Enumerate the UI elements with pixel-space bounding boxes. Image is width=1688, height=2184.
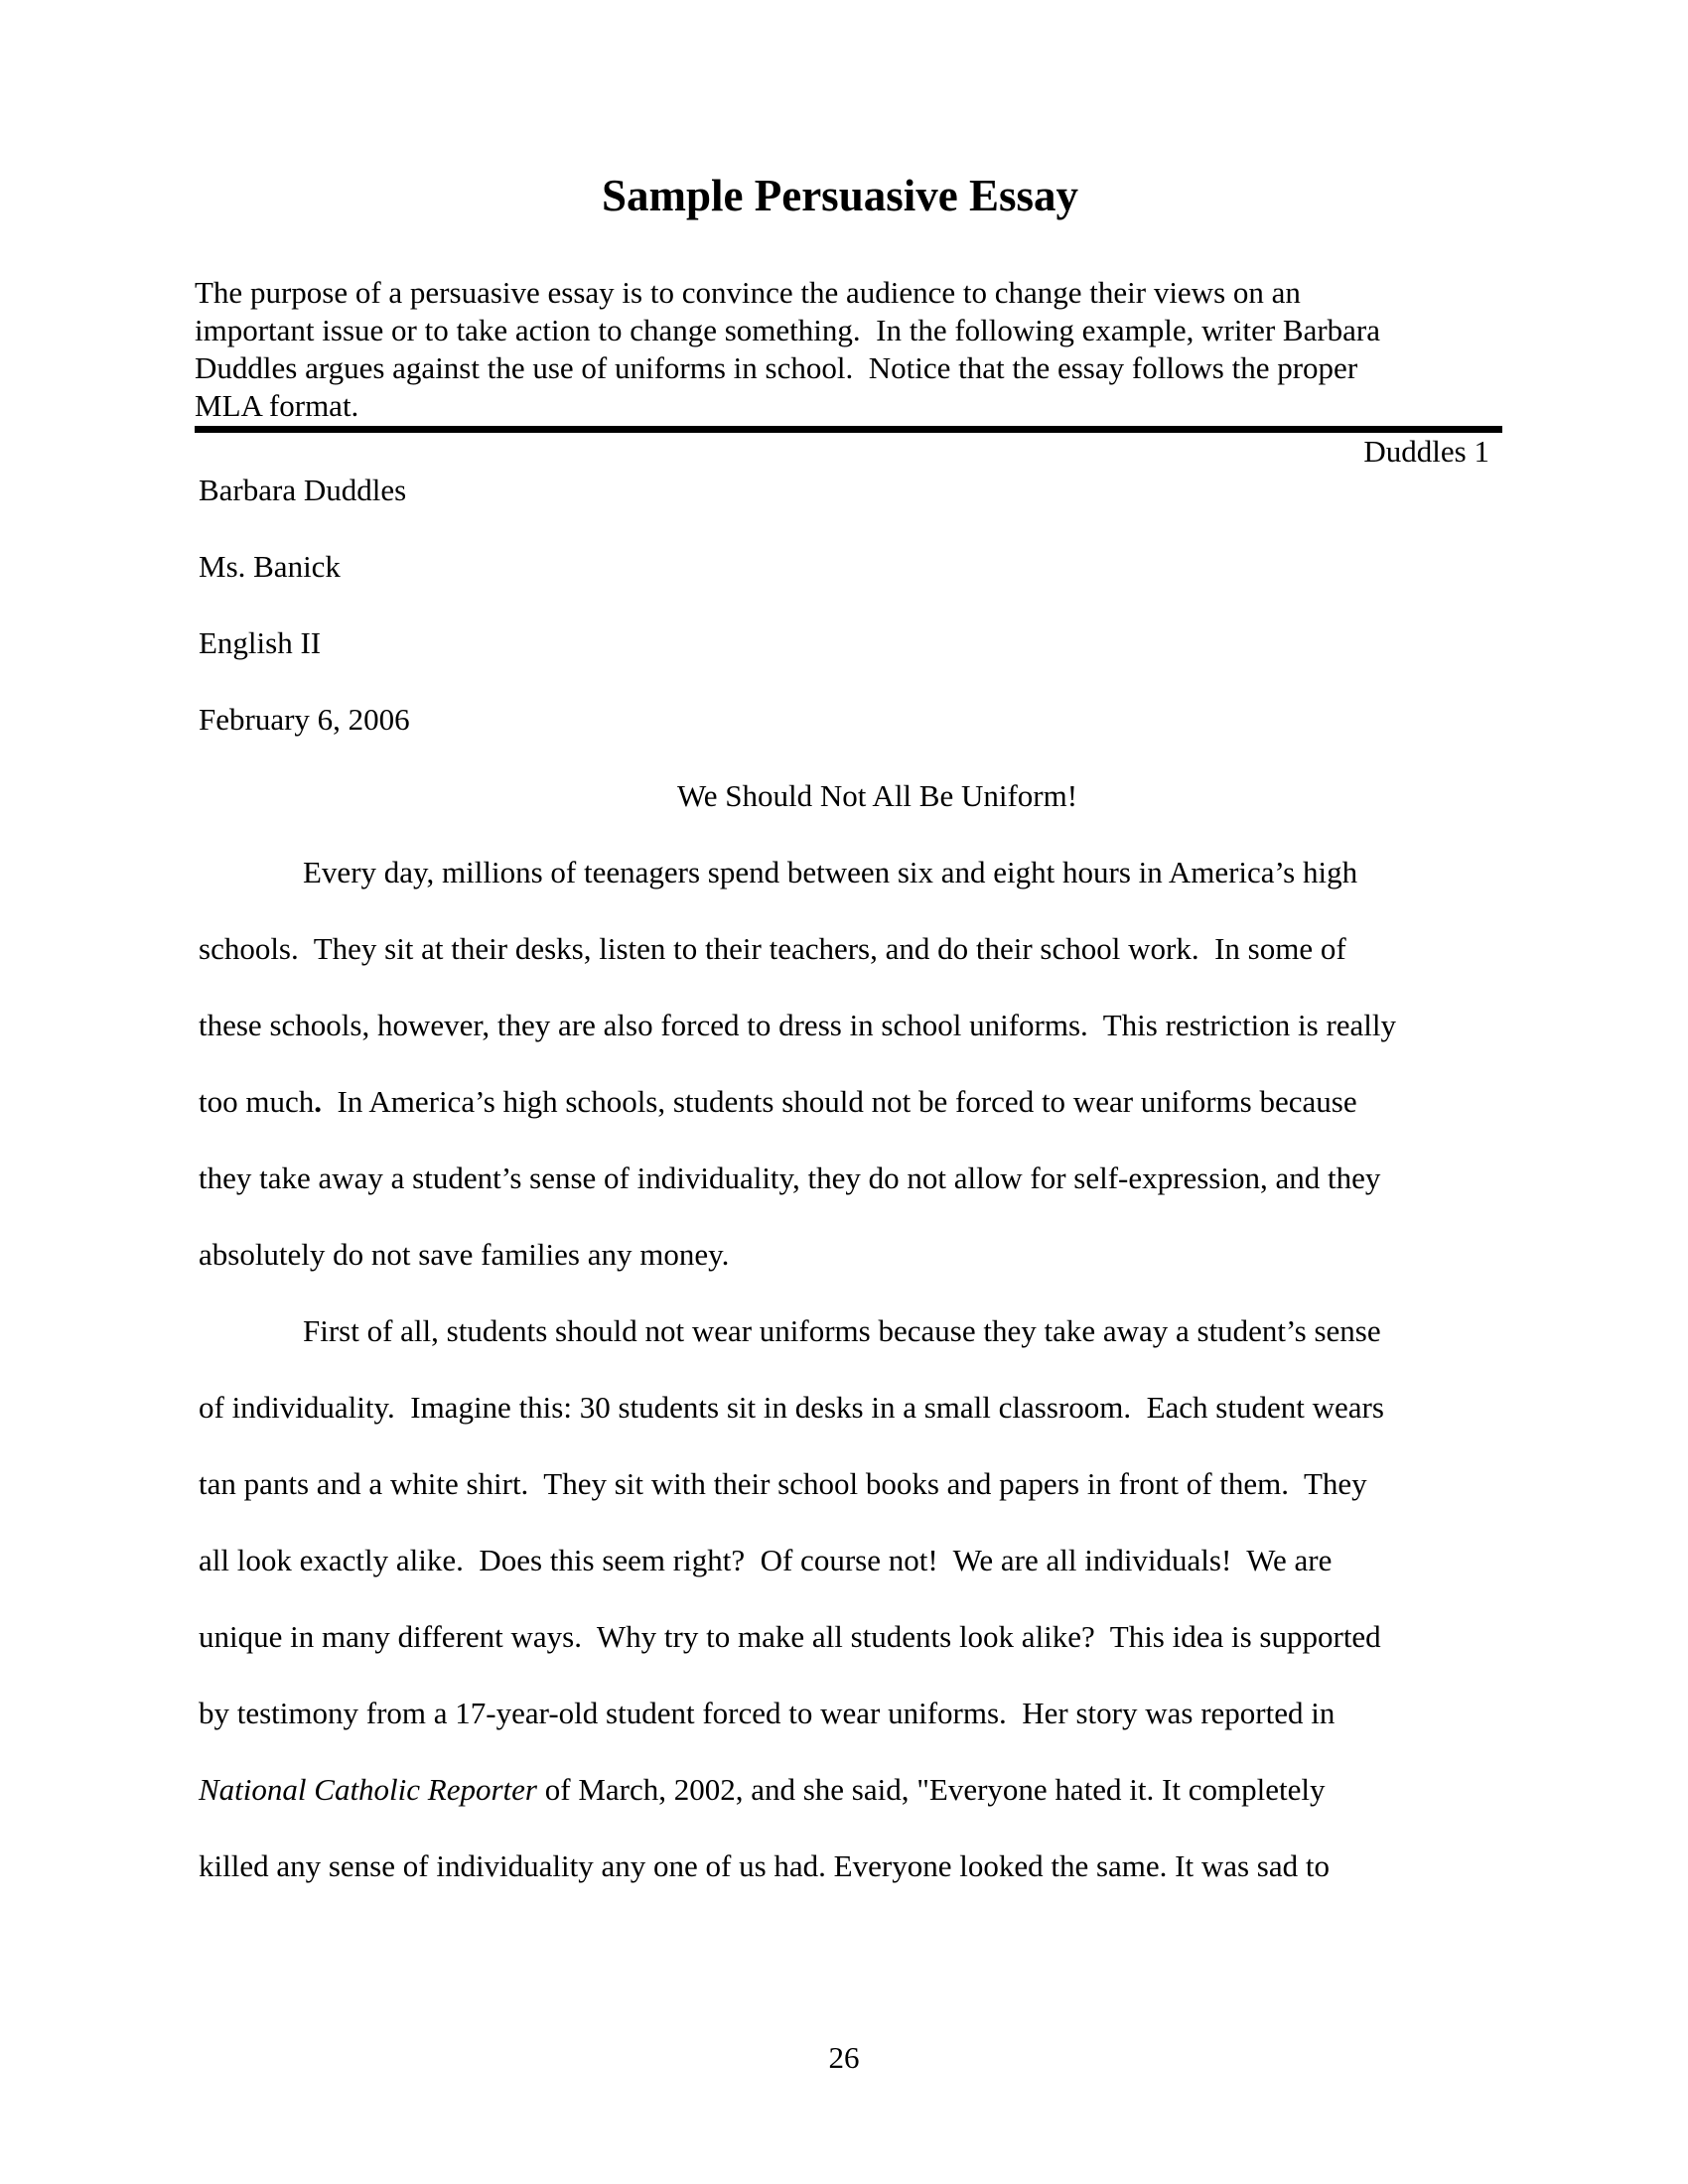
- essay-date: February 6, 2006: [199, 702, 410, 737]
- essay-line: by testimony from a 17-year-old student forced to wear uniforms. Her story was reported in: [199, 1696, 1336, 1730]
- essay-line: [199, 1751, 1509, 1828]
- intro-line: The purpose of a persuasive essay is to convince the audience to change their views on an: [195, 275, 1301, 310]
- essay-line-text: of March, 2002, and she said, "Everyone hated it. It completely: [537, 1772, 1326, 1807]
- running-head: Duddles 1: [1363, 434, 1489, 469]
- intro-line: important issue or to take action to change something. In the following example, writer Barbara: [195, 313, 1381, 347]
- journal-title: National Catholic Reporter: [199, 1772, 537, 1807]
- document-title: Sample Persuasive Essay: [601, 171, 1078, 220]
- essay-line: Every day, millions of teenagers spend between six and eight hours in America’s high: [303, 855, 1358, 889]
- essay-line: these schools, however, they are also forced to dress in school uniforms. This restriction is really: [199, 1008, 1397, 1042]
- essay-line: killed any sense of individuality any one of us had. Everyone looked the same. It was sad to: [199, 1848, 1330, 1883]
- horizontal-rule: [195, 426, 1502, 433]
- essay-line: [199, 1063, 1509, 1140]
- essay-line: of individuality. Imagine this: 30 students sit in desks in a small classroom. Each student wears: [199, 1390, 1384, 1425]
- intro-line: MLA format.: [195, 388, 359, 423]
- essay-line-text: In America’s high schools, students should not be forced to wear uniforms because: [322, 1084, 1357, 1119]
- student-name: Barbara Duddles: [199, 473, 407, 507]
- essay-line: unique in many different ways. Why try to make all students look alike? This idea is supported: [199, 1619, 1381, 1654]
- essay-line: First of all, students should not wear uniforms because they take away a student’s sense: [303, 1313, 1381, 1348]
- essay-line: tan pants and a white shirt. They sit with their school books and papers in front of them. They: [199, 1466, 1367, 1501]
- intro-line: Duddles argues against the use of uniforms in school. Notice that the essay follows the proper: [195, 350, 1358, 385]
- essay-line: absolutely do not save families any money.: [199, 1237, 730, 1272]
- essay-line: schools. They sit at their desks, listen to their teachers, and do their school work. In some of: [199, 931, 1346, 966]
- intro-paragraph: [195, 274, 1380, 425]
- teacher-name: Ms. Banick: [199, 549, 341, 584]
- essay-body: [199, 452, 1509, 1904]
- essay-title: We Should Not All Be Uniform!: [677, 778, 1078, 813]
- essay-line: they take away a student’s sense of individuality, they do not allow for self-expression, and they: [199, 1160, 1381, 1195]
- essay-line: all look exactly alike. Does this seem right? Of course not! We are all individuals! We are: [199, 1543, 1333, 1577]
- course-name: English II: [199, 625, 322, 660]
- page-number: 26: [828, 2040, 860, 2075]
- essay-line-text: too much: [199, 1084, 315, 1119]
- bold-period: .: [314, 1084, 322, 1119]
